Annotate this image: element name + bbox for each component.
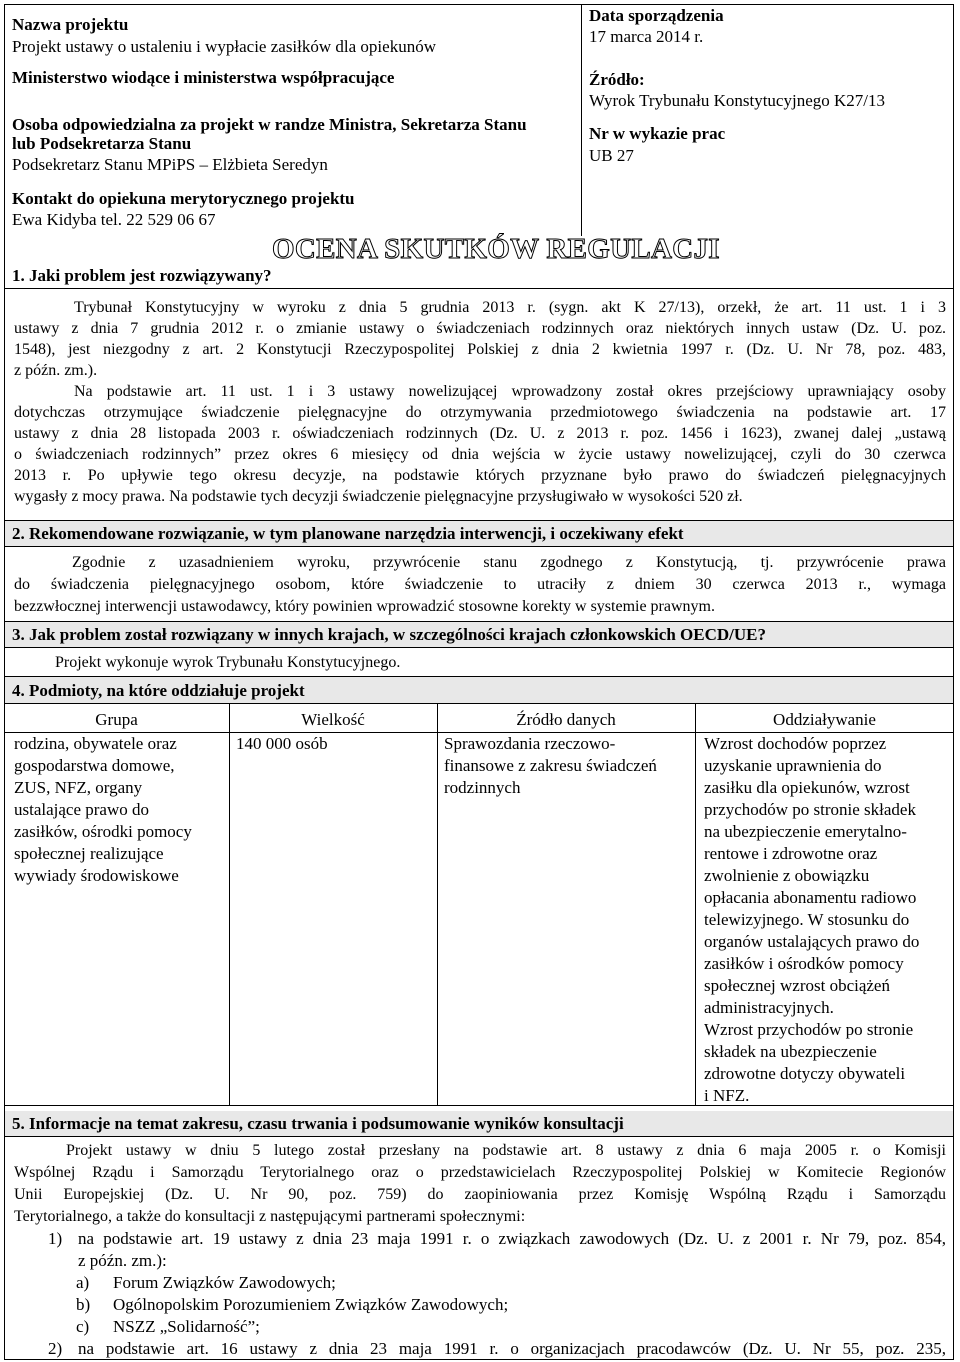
cell-line: organów ustalających prawo do [704, 932, 920, 951]
section1-line: 1548), jest niezgodny z art. 2 Konstytucji Rzeczypospolitej Polskiej z dnia 2 kwietnia 1997 r. (Dz. U. Nr 78, poz. 483, [14, 341, 946, 358]
impact-table-cell-group [14, 733, 226, 887]
cell-line: gospodarstwa domowe, [14, 756, 175, 775]
cell-line: finansowe z zakresu świadczeń [444, 756, 657, 775]
cell-line: Wzrost przychodów po stronie [704, 1020, 914, 1039]
section1-line: ustawy z dnia 28 listopada 2003 r. oświadczeniach rodzinnych (Dz. U. z 2013 r. poz. 1456 i 1623), zwanej dalej „ustawą [14, 425, 946, 442]
date-value: 17 marca 2014 r. [589, 27, 704, 46]
cell-line: przychodów po stronie składek [704, 800, 916, 819]
section3-heading: 3. Jak problem został rozwiązany w innych krajach, w szczególności krajach członkowskich OECD/UE? [12, 625, 766, 644]
impact-table-header-source: Źródło danych [516, 710, 616, 729]
list-item-text: na podstawie art. 19 ustawy z dnia 23 maja 1991 r. o związkach zawodowych (Dz. U. z 2001 r. Nr 79, poz. 854, [78, 1229, 946, 1248]
cell-line: ustalające prawo do [14, 800, 149, 819]
source-label: Źródło: [589, 70, 645, 89]
section3-text: Projekt wykonuje wyrok Trybunału Konstytucyjnego. [55, 654, 401, 671]
impact-table-header-size: Wielkość [301, 710, 365, 729]
impact-table-header-impact: Oddziaływanie [773, 710, 876, 729]
list-item-number: 2) [48, 1339, 63, 1358]
impact-table-cell-impact [704, 733, 952, 1107]
section1-heading: 1. Jaki problem jest rozwiązywany? [12, 266, 272, 285]
section5-top-divider [4, 1105, 954, 1106]
cell-line: społecznej realizujące [14, 844, 164, 863]
section1-divider [4, 288, 954, 289]
contact-value: Ewa Kidyba tel. 22 529 06 67 [12, 210, 216, 229]
section1-line: wygasły z mocy prawa. Na podstawie tych decyzji świadczenie pielęgnacyjne przysługiwało w wysokości 520 zł. [14, 488, 743, 505]
list-item-number: 1) [48, 1229, 63, 1248]
impact-table-cell-source [444, 733, 692, 799]
cell-line: ZUS, NFZ, organy [14, 778, 143, 797]
list-item-number: c) [76, 1317, 90, 1336]
section5-line: Unii Europejskiej (Dz. U. Nr 90, poz. 759) do zaopiniowania przez Komisję Wspólną Rządu i Samorządu [14, 1186, 946, 1203]
header-divider [581, 4, 582, 236]
cell-line: Wzrost dochodów poprzez [704, 734, 887, 753]
section1-line: 2013 r. Po upływie tego okresu decyzje, na podstawie których przyznane było prawo do świadczeń pielęgnacyjnych [14, 467, 946, 484]
section1-line: ustawy z dnia 7 grudnia 2012 r. o zmianie ustawy o świadczeniach rodzinnych oraz niektórych innych ustaw (Dz. U. poz. [14, 320, 946, 337]
list-number-value: UB 27 [589, 146, 634, 165]
date-label: Data sporządzenia [589, 6, 724, 25]
section1-line: Na podstawie art. 11 ust. 1 i 3 ustawy nowelizującej wprowadzony został okres przejściowy uprawniający osoby [74, 383, 946, 400]
cell-line: zdrowotne dotyczy obywateli [704, 1064, 906, 1083]
cell-line: na ubezpieczenie emerytalno- [704, 822, 907, 841]
list-item-text: Forum Związków Zawodowych; [113, 1273, 336, 1292]
list-number-label: Nr w wykazie prac [589, 124, 726, 143]
cell-line: społecznej wzrost obciążeń [704, 976, 890, 995]
cell-line: 140 000 osób [236, 734, 328, 753]
impact-table-col-divider-2 [437, 703, 438, 1105]
section5-heading-divider [4, 1136, 954, 1137]
section5-body [14, 1140, 946, 1228]
section5-line: Terytorialnego, a także do konsultacji z następującymi partnerami społecznymi: [14, 1208, 526, 1225]
list-item-text: na podstawie art. 16 ustawy z dnia 23 maja 1991 r. o organizacjach pracodawców (Dz. U. Nr 55, poz. 235, [78, 1339, 946, 1358]
contact-label: Kontakt do opiekuna merytorycznego projektu [12, 189, 355, 208]
cell-line: zasiłków, ośrodki pomocy [14, 822, 192, 841]
responsible-person-value: Podsekretarz Stanu MPiPS – Elżbieta Seredyn [12, 155, 328, 174]
cell-line: zasiłków i ośrodków pomocy [704, 954, 904, 973]
impact-table-cell-size [236, 733, 434, 755]
project-name-value: Projekt ustawy o ustaleniu i wypłacie zasiłków dla opiekunów [12, 37, 436, 56]
cell-line: uzyskanie uprawnienia do [704, 756, 882, 775]
responsible-person-label-1: Osoba odpowiedzialna za projekt w randze Ministra, Sekretarza Stanu [12, 115, 527, 134]
cell-line: opłacania abonamentu radiowo [704, 888, 917, 907]
cell-line: składek na ubezpieczenie [704, 1042, 877, 1061]
ministry-label: Ministerstwo wiodące i ministerstwa współpracujące [12, 68, 395, 87]
list-item-text: Ogólnopolskim Porozumieniem Związków Zawodowych; [113, 1295, 509, 1314]
section1-line: o świadczeniach rodzinnych” przez okres 6 miesięcy od dnia wejścia w życie ustawy nowelizującej, czyli do 30 czerwca [14, 446, 946, 463]
cell-line: i NFZ. [704, 1086, 750, 1105]
section1-line: z późn. zm.). [14, 362, 98, 379]
section4-heading-divider [4, 703, 954, 704]
cell-line: rentowe i zdrowotne oraz [704, 844, 878, 863]
section1-body [14, 297, 946, 507]
section2-line: bezzwłocznej interwencji ustawodawcy, który powinien wprowadzić stosowne korekty w systemie prawnym. [14, 598, 715, 615]
cell-line: telewizyjnego. W stosunku do [704, 910, 910, 929]
section2-line: Zgodnie z uzasadnieniem wyroku, przywrócenie stanu zgodnego z Konstytucją, tj. przywrócenie prawa [72, 554, 946, 571]
project-name-label: Nazwa projektu [12, 15, 129, 34]
cell-line: rodzinnych [444, 778, 521, 797]
cell-line: rodzina, obywatele oraz [14, 734, 177, 753]
list-item-text: z późn. zm.): [78, 1251, 167, 1270]
cell-line: zwolnienie z obowiązku [704, 866, 870, 885]
section4-heading: 4. Podmioty, na które oddziałuje projekt [12, 681, 305, 700]
cell-line: administracyjnych. [704, 998, 834, 1017]
impact-table-col-divider-1 [229, 703, 230, 1105]
section5-line: Wspólnej Rządu i Samorządu Terytorialnego oraz o przedstawicielach Rzeczypospolitej Polskiej w Komitecie Regionów [14, 1164, 946, 1181]
section3-heading-divider [4, 647, 954, 648]
cell-line: zasiłku dla opiekunów, wzrost [704, 778, 910, 797]
section2-top-divider [4, 520, 954, 521]
impact-table-header-group: Grupa [95, 710, 138, 729]
cell-line: Sprawozdania rzeczowo- [444, 734, 616, 753]
section5-line: Projekt ustawy w dniu 5 lutego został przesłany na podstawie art. 8 ustawy z dnia 6 maja 2005 r. o Komisji [66, 1142, 946, 1159]
section3-top-divider [4, 621, 954, 622]
page-title: OCENA SKUTKÓW REGULACJI [272, 233, 720, 265]
list-item-text: NSZZ „Solidarność”; [113, 1317, 260, 1336]
section2-heading: 2. Rekomendowane rozwiązanie, w tym planowane narzędzia interwencji, i oczekiwany efekt [12, 524, 684, 543]
section4-top-divider [4, 676, 954, 677]
list-item-number: a) [76, 1273, 90, 1292]
source-value: Wyrok Trybunału Konstytucyjnego K27/13 [589, 91, 885, 110]
section1-line: dotychczas otrzymujące świadczenie pielęgnacyjne do otrzymywania przedmiotowego świadczenia na podstawie art. 17 [14, 404, 946, 421]
section1-line: Trybunał Konstytucyjny w wyroku z dnia 5 grudnia 2013 r. (sygn. akt K 27/13), orzekł, że art. 11 ust. 1 i 3 [74, 299, 946, 316]
responsible-person-label-2: lub Podsekretarza Stanu [12, 134, 192, 153]
cell-line: wywiady środowiskowe [14, 866, 179, 885]
section2-body [14, 552, 946, 618]
section2-heading-divider [4, 546, 954, 547]
section2-line: do świadczenia pielęgnacyjnego osobom, które świadczenie to utraciły z dniem 30 czerwca 2013 r., wymaga [14, 576, 946, 593]
impact-table-col-divider-3 [695, 703, 696, 1105]
list-item-number: b) [76, 1295, 91, 1314]
section5-heading: 5. Informacje na temat zakresu, czasu trwania i podsumowanie wyników konsultacji [12, 1114, 624, 1133]
